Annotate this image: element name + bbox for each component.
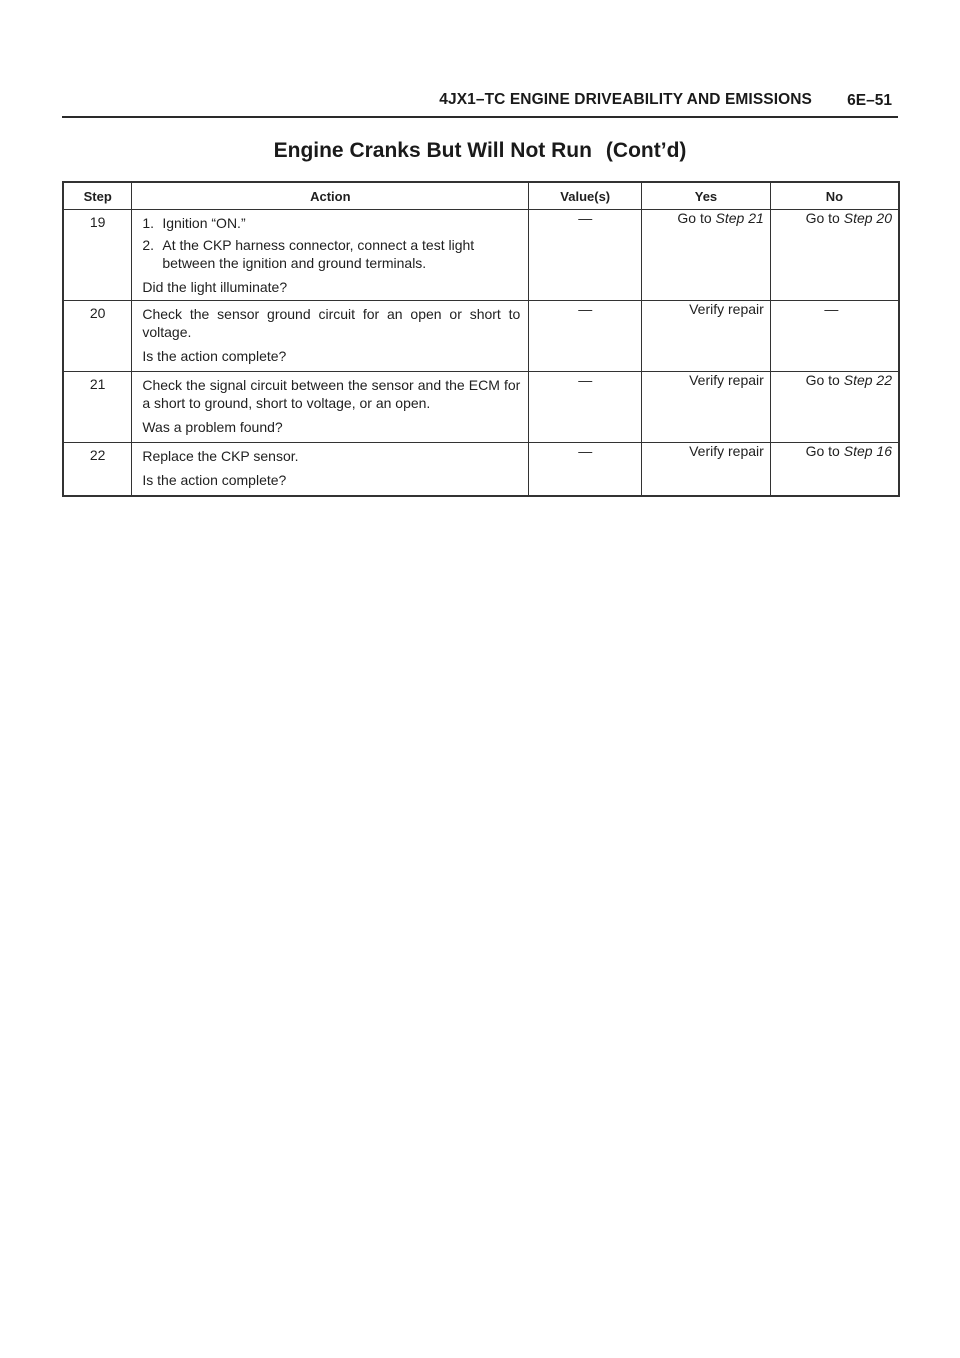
action-question: Did the light illuminate? bbox=[142, 279, 288, 295]
action-question: Was a problem found? bbox=[142, 419, 283, 435]
no-cell: — bbox=[770, 301, 899, 372]
table-row bbox=[63, 443, 899, 496]
table-row bbox=[63, 210, 899, 301]
yes-cell: Verify repair bbox=[642, 372, 771, 443]
step-number: 22 bbox=[63, 443, 132, 496]
action-cell bbox=[132, 372, 529, 443]
table-row bbox=[63, 301, 899, 372]
page-number: 6E–51 bbox=[847, 92, 892, 109]
no-prefix: Go to bbox=[805, 443, 840, 459]
column-header-step: Step bbox=[63, 182, 132, 210]
no-cell bbox=[770, 210, 899, 301]
table-row bbox=[63, 372, 899, 443]
yes-cell: Verify repair bbox=[642, 443, 771, 496]
column-header-values: Value(s) bbox=[529, 182, 642, 210]
action-cell bbox=[132, 443, 529, 496]
action-item bbox=[142, 214, 520, 232]
value-cell: — bbox=[529, 210, 642, 301]
title-main: Engine Cranks But Will Not Run bbox=[273, 139, 592, 162]
action-text: Replace the CKP sensor. bbox=[142, 448, 299, 464]
yes-step-ref: Step 21 bbox=[715, 210, 764, 226]
no-cell bbox=[770, 372, 899, 443]
step-number: 19 bbox=[63, 210, 132, 301]
value-cell: — bbox=[529, 372, 642, 443]
action-item-text: Ignition “ON.” bbox=[162, 215, 246, 231]
step-number: 20 bbox=[63, 301, 132, 372]
column-header-action: Action bbox=[132, 182, 529, 210]
section-title: 4JX1–TC ENGINE DRIVEABILITY AND EMISSIONS bbox=[439, 91, 812, 108]
page-header bbox=[62, 88, 898, 118]
no-cell bbox=[770, 443, 899, 496]
yes-cell: Verify repair bbox=[642, 301, 771, 372]
yes-cell bbox=[642, 210, 771, 301]
value-cell: — bbox=[529, 301, 642, 372]
action-cell bbox=[132, 301, 529, 372]
yes-prefix: Go to bbox=[677, 210, 712, 226]
title-cont: (Cont’d) bbox=[605, 139, 687, 162]
action-question: Is the action complete? bbox=[142, 472, 287, 488]
action-text: Check the sensor ground circuit for an open or short to voltage. bbox=[142, 306, 521, 340]
page-title bbox=[0, 139, 960, 163]
action-item-number: 1. bbox=[142, 215, 155, 231]
no-step-ref: Step 20 bbox=[843, 210, 892, 226]
column-header-no: No bbox=[770, 182, 899, 210]
action-item-text: At the CKP harness connector, connect a test light between the ignition and ground terminals. bbox=[162, 237, 475, 271]
action-question: Is the action complete? bbox=[142, 348, 287, 364]
step-number: 21 bbox=[63, 372, 132, 443]
no-step-ref: Step 22 bbox=[843, 372, 892, 388]
action-text: Check the signal circuit between the sensor and the ECM for a short to ground, short to voltage, or an open. bbox=[142, 377, 521, 411]
no-step-ref: Step 16 bbox=[843, 443, 892, 459]
action-item bbox=[142, 236, 520, 272]
no-prefix: Go to bbox=[805, 210, 840, 226]
column-header-yes: Yes bbox=[642, 182, 771, 210]
diagnostic-table bbox=[62, 181, 900, 497]
action-cell bbox=[132, 210, 529, 301]
table-header-row bbox=[63, 182, 899, 210]
no-prefix: Go to bbox=[805, 372, 840, 388]
value-cell: — bbox=[529, 443, 642, 496]
action-item-number: 2. bbox=[142, 237, 155, 253]
